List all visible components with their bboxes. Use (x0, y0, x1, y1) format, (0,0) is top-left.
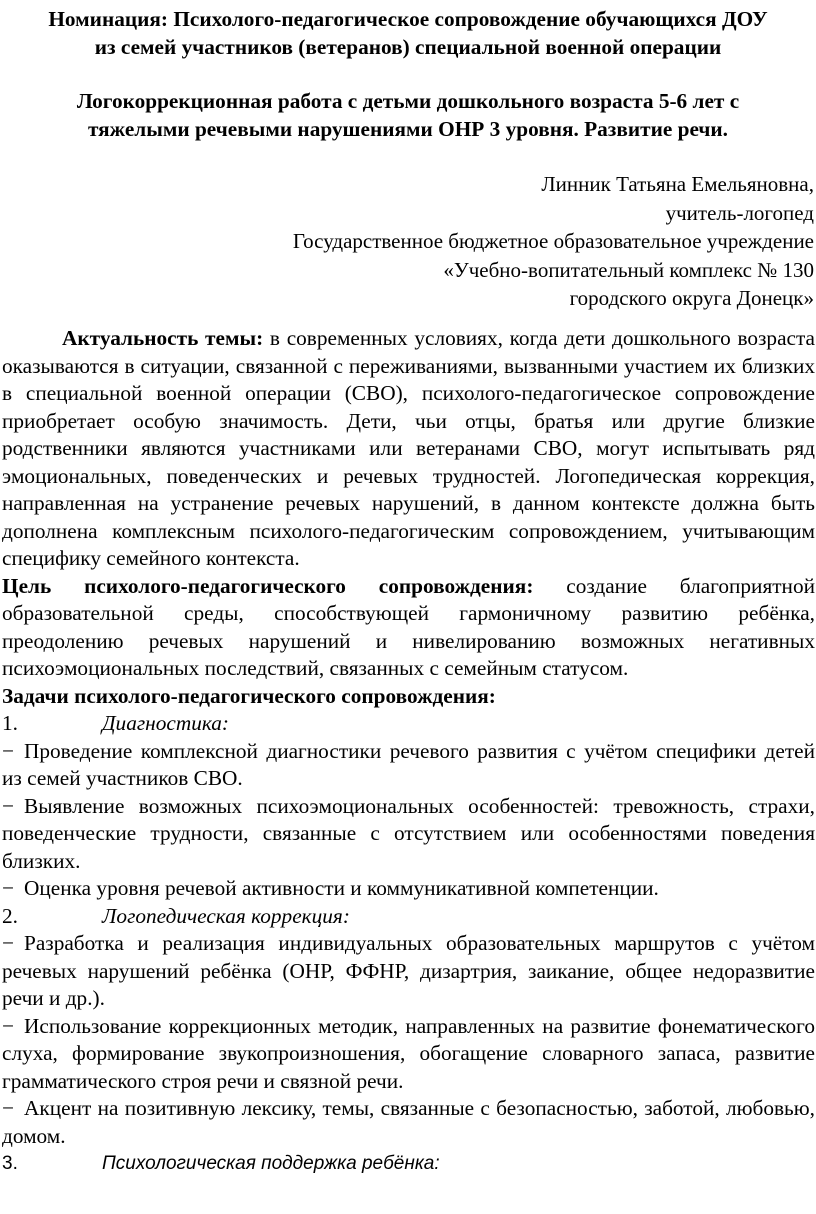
list-item: − Проведение комплексной диагностики речевого развития с учётом специфики детей из семей участников СВО. (2, 738, 815, 790)
author-org-line-1: Государственное бюджетное образовательное учреждение (292, 229, 814, 253)
nomination-line-2: из семей участников (ветеранов) специальной военной операции (94, 34, 722, 59)
list-item: − Разработка и реализация индивидуальных образовательных маршрутов с учётом речевых нарушений ребёнка (ОНР, ФФНР, дизартрия, заикание, общее недоразвитие речи и др.). (2, 931, 815, 1010)
relevance-label: Актуальность темы: (62, 326, 264, 350)
title-line-2: тяжелыми речевыми нарушениями ОНР 3 уровня. Развитие речи. (87, 116, 729, 141)
relevance-text: в современных условиях, когда дети дошкольного возраста оказываются в ситуации, связанной с переживаниями, вызванными участием их близких в специальной военной операции (СВО), психолого-педагогическое сопровождение приобретает особую значимость. Дети, чьи отцы, братья или другие близкие родственники являются участниками или ветеранами СВО, могут испытывать ряд эмоциональных, поведенческих и речевых трудностей. Логопедическая коррекция, направленная на устранение речевых нарушений, в данном контексте должна быть дополнена комплексным психолого-педагогическим сопровождением, учитывающим специфику семейного контекста. (2, 326, 815, 570)
dash-bullet-icon: − (2, 738, 15, 763)
dash-bullet-icon: − (2, 876, 15, 900)
goal-paragraph (2, 573, 815, 683)
author-block (114, 170, 814, 313)
dash-bullet-icon: − (2, 1096, 15, 1120)
list-item: − Оценка уровня речевой активности и коммуникативной компетенции. (2, 875, 815, 903)
relevance-paragraph (2, 325, 815, 573)
task-section-number: 3. (2, 1153, 18, 1174)
task-section-title: Диагностика: (102, 711, 230, 735)
author-position: учитель-логопед (665, 200, 814, 225)
nomination-line-1 (0, 6, 816, 34)
list-item: − Использование коррекционных методик, направленных на развитие фонематического слуха, формирование звукопроизношения, обогащение словарного запаса, развитие грамматического строя речи и связной речи. (2, 1013, 815, 1093)
task-section-1-heading (2, 710, 815, 738)
list-item: − Выявление возможных психоэмоциональных особенностей: тревожность, страхи, поведенческие трудности, связанные с отсутствием или особенностями поведения близких. (2, 793, 815, 873)
list-item: − Акцент на позитивную лексику, темы, связанные с безопасностью, заботой, любовью, домом. (2, 1096, 815, 1148)
nomination-block (0, 6, 816, 61)
document-title (0, 88, 816, 143)
task-section-2-heading (2, 903, 815, 931)
task-section-3-heading (2, 1150, 815, 1178)
title-line-1: Логокоррекционная работа с детьми дошкольного возраста 5-6 лет с (76, 89, 740, 113)
document-body (2, 325, 815, 1178)
task-section-title: Психологическая поддержка ребёнка: (102, 1153, 440, 1174)
task-section-number: 1. (2, 711, 18, 735)
dash-bullet-icon: − (2, 931, 15, 955)
goal-text: создание благоприятной образовательной среды, способствующей гармоничному развитию ребёнка, преодолению речевых нарушений и нивелированию возможных негативных психоэмоциональных последствий, связанных с семейным статусом. (2, 573, 815, 680)
author-org-line-2: «Учебно-вопитательный комплекс № 130 (443, 257, 814, 282)
task-section-number: 2. (2, 903, 18, 928)
task-section-title: Логопедическая коррекция: (102, 903, 350, 928)
author-org-line-3: городского округа Донецк» (569, 286, 814, 310)
nomination-text: Психолого-педагогическое сопровождение обучающихся ДОУ (173, 7, 768, 31)
goal-label: Цель психолого-педагогического сопровождения: (2, 573, 534, 598)
author-name: Линник Татьяна Емельяновна, (541, 172, 814, 196)
dash-bullet-icon: − (2, 1013, 15, 1038)
nomination-label: Номинация: (48, 7, 169, 31)
tasks-heading: Задачи психолого-педагогического сопровождения: (2, 683, 496, 708)
dash-bullet-icon: − (2, 793, 15, 818)
